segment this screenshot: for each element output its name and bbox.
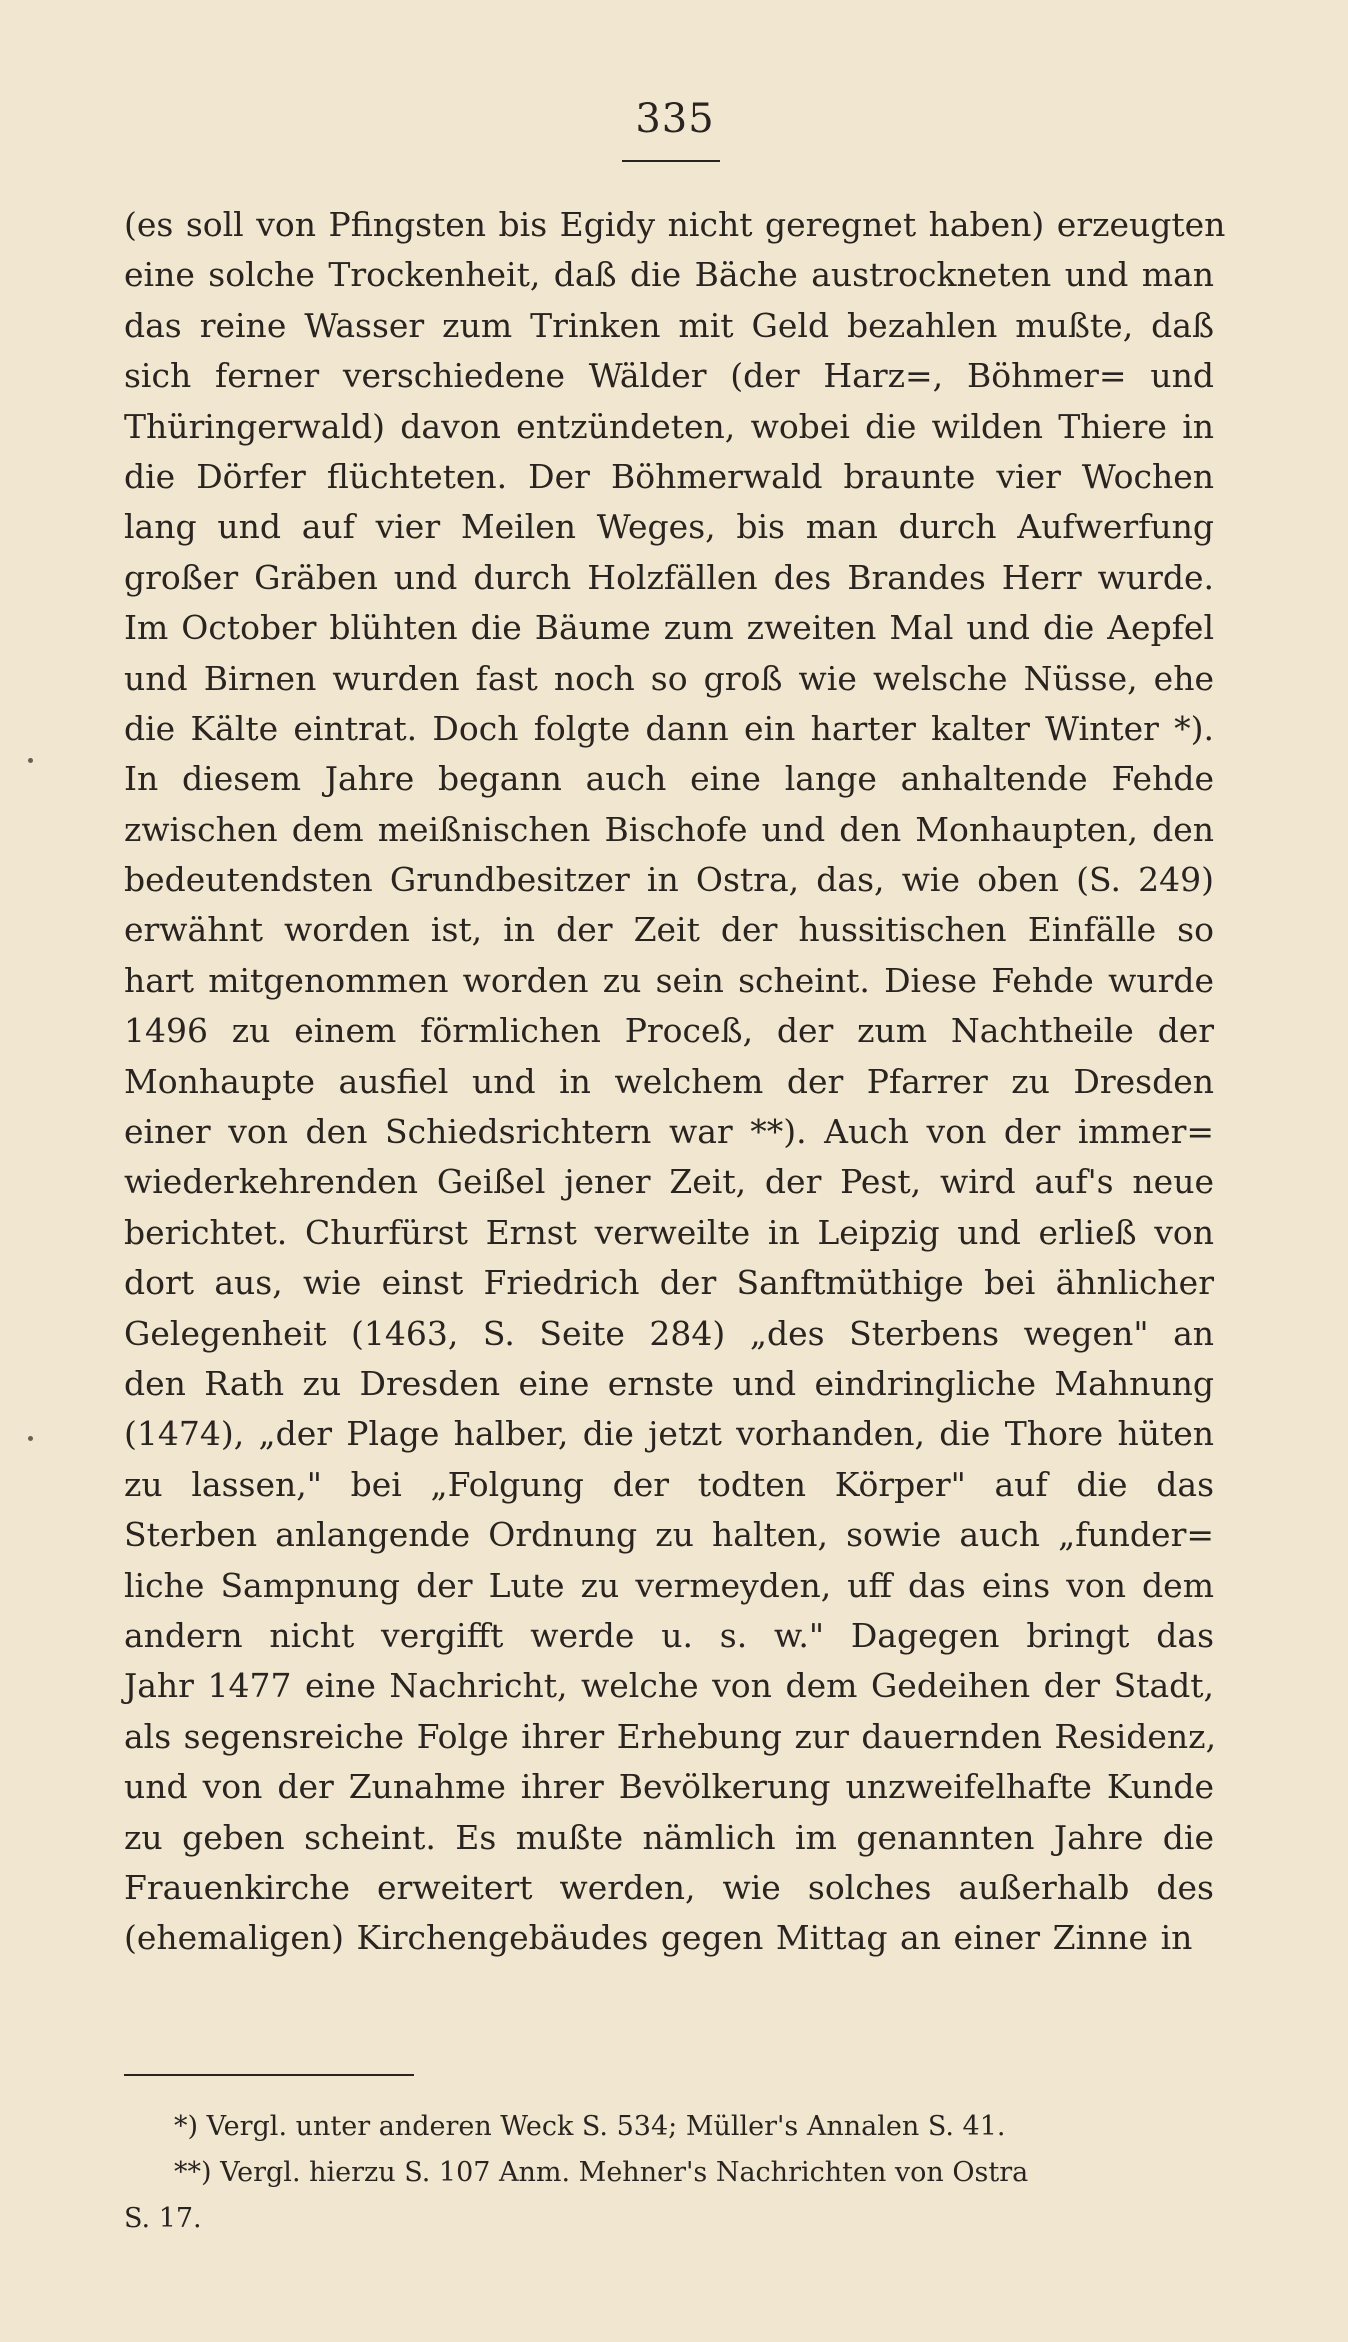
text-line: andern nicht vergifft werde u. s. w." Dagegen bringt das xyxy=(124,1615,1214,1655)
text-line: Jahr 1477 eine Nachricht, welche von dem Gedeihen der Stadt, xyxy=(124,1666,1214,1706)
text-line: zu lassen," bei „Folgung der todten Körper" auf die das xyxy=(124,1464,1214,1504)
text-line: (1474), „der Plage halber, die jetzt vorhanden, die Thore hüten xyxy=(124,1414,1214,1454)
page-number-rule xyxy=(622,160,720,162)
text-line: Thüringerwald) davon entzündeten, wobei die wilden Thiere in xyxy=(124,406,1214,446)
text-line: und von der Zunahme ihrer Bevölkerung unzweifelhafte Kunde xyxy=(124,1767,1214,1807)
text-line: Sterben anlangende Ordnung zu halten, sowie auch „funder= xyxy=(124,1515,1214,1555)
footnote: *) Vergl. unter anderen Weck S. 534; Müller's Annalen S. 41. xyxy=(174,2111,1006,2142)
footnotes xyxy=(124,2104,1214,2242)
text-line: (es soll von Pfingsten bis Egidy nicht geregnet haben) erzeugten xyxy=(124,205,1226,244)
footnote-rule xyxy=(124,2074,414,2076)
text-line: Im October blühten die Bäume zum zweiten Mal und die Aepfel xyxy=(124,608,1214,648)
text-line: den Rath zu Dresden eine ernste und eindringliche Mahnung xyxy=(124,1363,1214,1403)
text-line: erwähnt worden ist, in der Zeit der hussitischen Einfälle so xyxy=(124,910,1214,950)
text-line: In diesem Jahre begann auch eine lange anhaltende Fehde xyxy=(124,759,1214,799)
text-line: und Birnen wurden fast noch so groß wie welsche Nüsse, ehe xyxy=(124,658,1214,698)
text-line: berichtet. Churfürst Ernst verweilte in Leipzig und erließ von xyxy=(124,1212,1214,1252)
text-line: eine solche Trockenheit, daß die Bäche austrockneten und man xyxy=(124,255,1214,295)
text-line: bedeutendsten Grundbesitzer in Ostra, das, wie oben (S. 249) xyxy=(124,860,1214,900)
body-text xyxy=(124,200,1226,1964)
text-line: Frauenkirche erweitert werden, wie solches außerhalb des xyxy=(124,1867,1214,1907)
text-line: zwischen dem meißnischen Bischofe und den Monhaupten, den xyxy=(124,809,1214,849)
text-line: die Kälte eintrat. Doch folgte dann ein harter kalter Winter *). xyxy=(124,708,1214,748)
text-line: die Dörfer flüchteten. Der Böhmerwald braunte vier Wochen xyxy=(124,456,1214,496)
footnote-continuation: S. 17. xyxy=(124,2203,202,2234)
margin-mark xyxy=(28,758,33,763)
text-line: Gelegenheit (1463, S. Seite 284) „des Sterbens wegen" an xyxy=(124,1313,1214,1353)
text-line: sich ferner verschiedene Wälder (der Harz=, Böhmer= und xyxy=(124,356,1214,396)
page-number: 335 xyxy=(635,96,715,142)
text-line: als segensreiche Folge ihrer Erhebung zur dauernden Residenz, xyxy=(124,1716,1217,1756)
text-line: dort aus, wie einst Friedrich der Sanftmüthige bei ähnlicher xyxy=(124,1263,1214,1303)
text-line: 1496 zu einem förmlichen Proceß, der zum Nachtheile der xyxy=(124,1011,1214,1051)
text-line: (ehemaligen) Kirchengebäudes gegen Mittag an einer Zinne in xyxy=(124,1918,1193,1958)
text-line: Monhaupte ausfiel und in welchem der Pfarrer zu Dresden xyxy=(124,1061,1214,1101)
text-line: lang und auf vier Meilen Weges, bis man durch Aufwerfung xyxy=(124,507,1214,547)
text-line: großer Gräben und durch Holzfällen des Brandes Herr wurde. xyxy=(124,557,1214,597)
margin-mark xyxy=(28,1436,33,1441)
text-line: liche Sampnung der Lute zu vermeyden, uff das eins von dem xyxy=(124,1565,1214,1605)
text-line: das reine Wasser zum Trinken mit Geld bezahlen mußte, daß xyxy=(124,305,1214,345)
footnote: **) Vergl. hierzu S. 107 Anm. Mehner's Nachrichten von Ostra xyxy=(174,2157,1029,2188)
text-line: hart mitgenommen worden zu sein scheint. Diese Fehde wurde xyxy=(124,960,1214,1000)
text-line: zu geben scheint. Es mußte nämlich im genannten Jahre die xyxy=(124,1817,1214,1857)
text-line: wiederkehrenden Geißel jener Zeit, der Pest, wird auf's neue xyxy=(124,1162,1214,1202)
text-line: einer von den Schiedsrichtern war **). Auch von der immer= xyxy=(124,1112,1214,1152)
